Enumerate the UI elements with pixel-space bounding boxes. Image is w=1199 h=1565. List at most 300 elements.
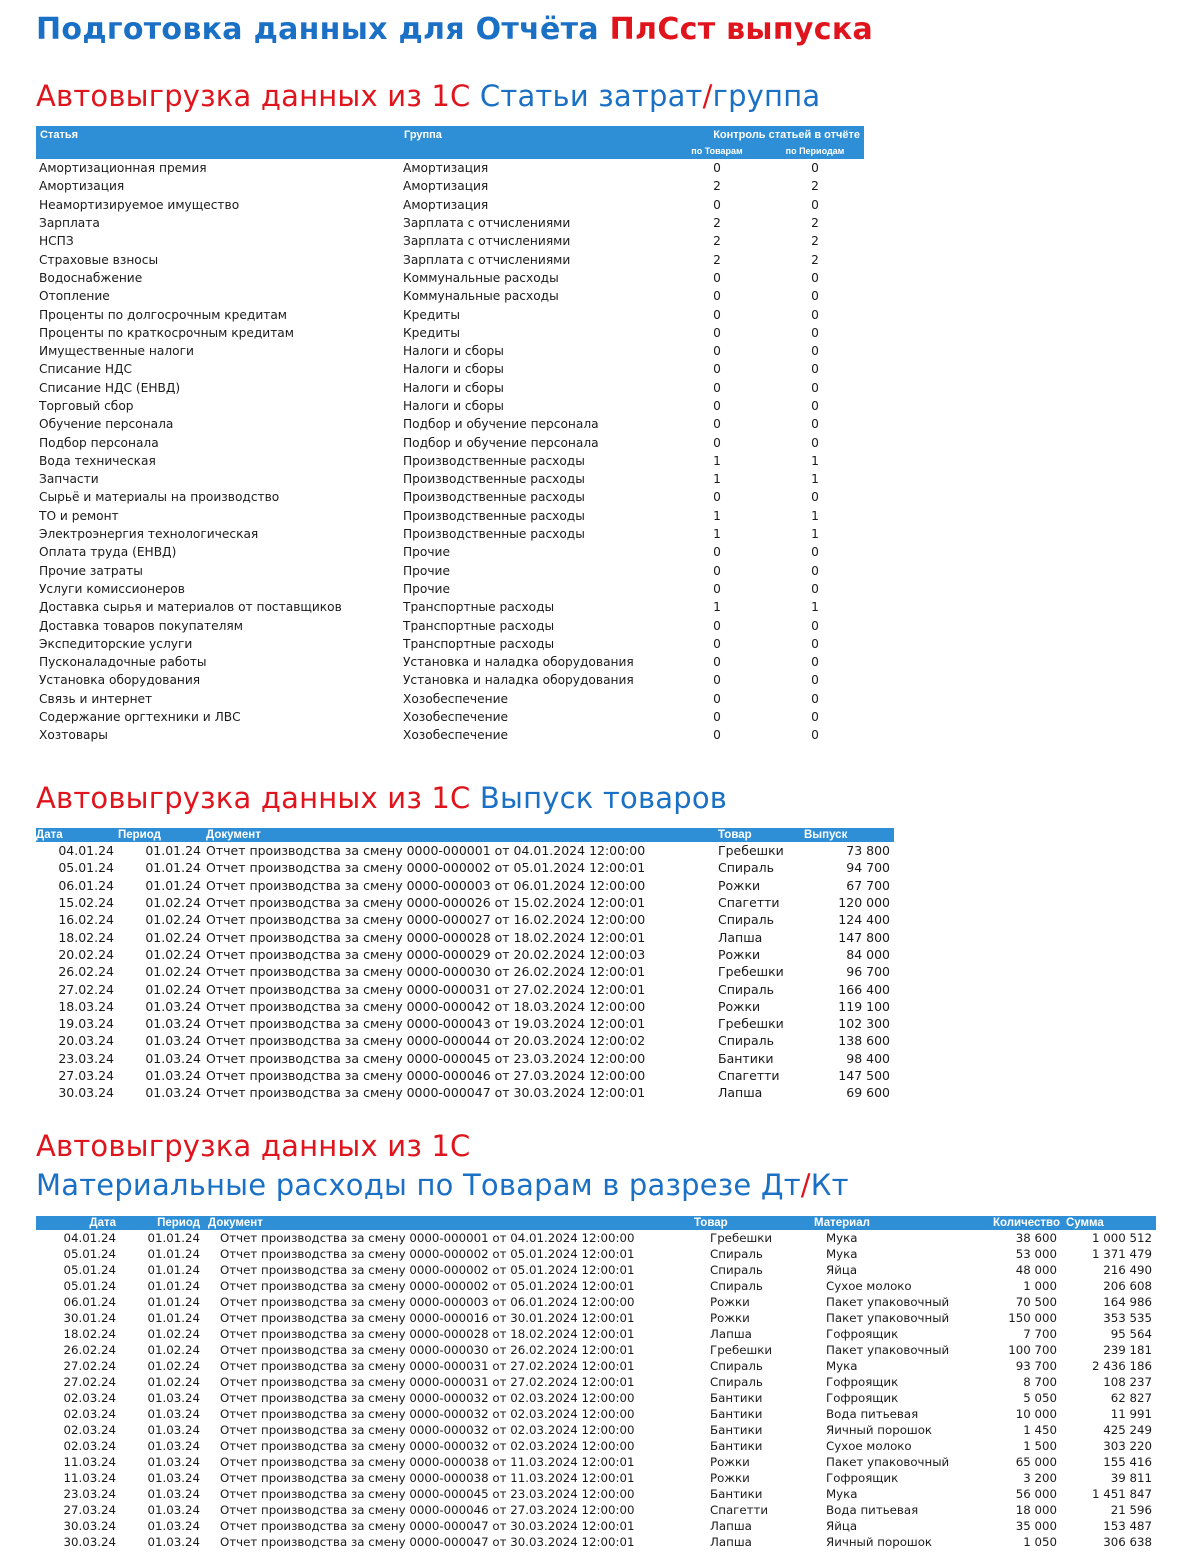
cell-by-goods: 1 bbox=[713, 527, 721, 542]
cell-period: 01.01.24 bbox=[147, 1279, 200, 1293]
table-row bbox=[36, 470, 864, 488]
cell-material: Яичный порошок bbox=[826, 1535, 933, 1549]
cell-by-goods: 2 bbox=[713, 179, 721, 194]
cell-group: Производственные расходы bbox=[403, 453, 585, 468]
table-row bbox=[36, 963, 894, 980]
cell-period: 01.02.24 bbox=[145, 912, 201, 928]
cell-output: 67 700 bbox=[846, 877, 890, 893]
cell-date: 04.01.24 bbox=[63, 1231, 116, 1245]
column-header-goods: Товар bbox=[690, 1216, 806, 1230]
cell-document: Отчет производства за смену 0000-000016 от 30.01.2024 12:00:01 bbox=[220, 1311, 635, 1325]
column-header-period: Период bbox=[118, 828, 204, 842]
cell-group: Производственные расходы bbox=[403, 472, 585, 487]
cell-goods: Гребешки bbox=[710, 1231, 773, 1245]
cell-article: Отопление bbox=[39, 289, 110, 304]
cell-sum: 206 608 bbox=[1103, 1279, 1152, 1293]
cell-date: 27.03.24 bbox=[58, 1068, 114, 1083]
cell-by-periods: 0 bbox=[811, 710, 819, 725]
cell-output: 138 600 bbox=[838, 1033, 890, 1049]
cell-article: НСПЗ bbox=[39, 234, 74, 249]
table-row bbox=[36, 269, 864, 287]
cell-period: 01.03.24 bbox=[147, 1519, 200, 1533]
column-header-material: Материал bbox=[806, 1216, 966, 1230]
table-row bbox=[36, 177, 864, 195]
cell-by-goods: 0 bbox=[713, 435, 721, 450]
cell-article: Доставка товаров покупателям bbox=[39, 618, 243, 633]
table-row bbox=[36, 342, 864, 360]
section2-title-source: Автовыгрузка данных из 1С bbox=[36, 781, 471, 815]
cell-group: Транспортные расходы bbox=[403, 600, 555, 615]
cell-material: Вода питьевая bbox=[826, 1407, 919, 1421]
cell-date: 30.03.24 bbox=[63, 1535, 116, 1549]
cell-by-goods: 0 bbox=[713, 197, 721, 212]
cell-group: Налоги и сборы bbox=[403, 362, 504, 377]
cell-output: 119 100 bbox=[838, 998, 890, 1014]
cell-period: 01.03.24 bbox=[145, 1016, 201, 1032]
cell-material: Яйца bbox=[826, 1519, 858, 1533]
cell-period: 01.01.24 bbox=[147, 1311, 200, 1325]
cell-article: Прочие затраты bbox=[39, 563, 143, 578]
cell-period: 01.02.24 bbox=[147, 1375, 200, 1389]
cell-article: Связь и интернет bbox=[39, 691, 153, 706]
section1-title-source: Автовыгрузка данных из 1С bbox=[36, 79, 471, 113]
cell-document: Отчет производства за смену 0000-000030 от 26.02.2024 12:00:01 bbox=[220, 1343, 635, 1357]
cell-by-periods: 0 bbox=[811, 289, 819, 304]
cell-output: 94 700 bbox=[846, 860, 890, 876]
cell-material: Сухое молоко bbox=[826, 1279, 912, 1293]
table-row bbox=[36, 1454, 1156, 1470]
cell-sum: 216 490 bbox=[1103, 1263, 1152, 1277]
cell-group: Хозобеспечение bbox=[403, 691, 509, 706]
cell-period: 01.02.24 bbox=[147, 1359, 200, 1373]
cell-article: Страховые взносы bbox=[39, 252, 159, 267]
table-row bbox=[36, 360, 864, 378]
cell-sum: 21 596 bbox=[1110, 1503, 1152, 1517]
cell-goods: Гребешки bbox=[718, 1016, 784, 1032]
cell-sum: 1 451 847 bbox=[1091, 1487, 1152, 1501]
cell-period: 01.01.24 bbox=[145, 843, 201, 859]
cell-material: Вода питьевая bbox=[826, 1503, 919, 1517]
table-row bbox=[36, 1084, 894, 1101]
cell-article: Списание НДС (ЕНВД) bbox=[39, 380, 181, 395]
table-row bbox=[36, 998, 894, 1015]
column-header-document: Документ bbox=[204, 1216, 690, 1230]
cell-date: 11.03.24 bbox=[63, 1471, 116, 1485]
cell-quantity: 5 050 bbox=[1023, 1391, 1057, 1405]
table-row bbox=[36, 287, 864, 305]
cell-goods: Гребешки bbox=[718, 843, 784, 859]
cell-document: Отчет производства за смену 0000-000003 от 06.01.2024 12:00:00 bbox=[220, 1295, 635, 1309]
cell-quantity: 56 000 bbox=[1015, 1487, 1057, 1501]
table-row bbox=[36, 894, 894, 911]
cell-date: 15.02.24 bbox=[58, 895, 114, 911]
cell-goods: Гребешки bbox=[718, 964, 784, 980]
cell-period: 01.02.24 bbox=[147, 1343, 200, 1357]
cell-group: Установка и наладка оборудования bbox=[403, 673, 634, 688]
cell-date: 30.03.24 bbox=[63, 1519, 116, 1533]
cell-document: Отчет производства за смену 0000-000028 от 18.02.2024 12:00:01 bbox=[206, 929, 646, 945]
cell-by-goods: 0 bbox=[713, 618, 721, 633]
table-subheader-row bbox=[36, 143, 864, 159]
cell-quantity: 48 000 bbox=[1015, 1263, 1057, 1277]
cell-date: 18.02.24 bbox=[58, 929, 114, 945]
cell-material: Мука bbox=[826, 1359, 858, 1373]
cell-by-goods: 2 bbox=[713, 234, 721, 249]
cell-period: 01.03.24 bbox=[147, 1535, 200, 1549]
cell-article: Амортизационная премия bbox=[39, 161, 207, 176]
cell-group: Амортизация bbox=[403, 179, 489, 194]
cell-group: Зарплата с отчислениями bbox=[403, 234, 571, 249]
cell-goods: Рожки bbox=[718, 946, 761, 962]
cell-document: Отчет производства за смену 0000-000038 от 11.03.2024 12:00:01 bbox=[220, 1455, 635, 1469]
section3-title bbox=[36, 1168, 849, 1202]
cell-date: 20.02.24 bbox=[58, 946, 114, 962]
cell-output: 102 300 bbox=[838, 1016, 890, 1032]
cell-article: Электроэнергия технологическая bbox=[39, 527, 259, 542]
cell-period: 01.01.24 bbox=[145, 877, 201, 893]
cell-period: 01.02.24 bbox=[145, 946, 201, 962]
cell-document: Отчет производства за смену 0000-000027 от 16.02.2024 12:00:00 bbox=[206, 912, 646, 928]
cell-article: Подбор персонала bbox=[39, 435, 159, 450]
table-row bbox=[36, 1534, 1156, 1550]
table-row bbox=[36, 1015, 894, 1032]
cell-document: Отчет производства за смену 0000-000001 от 04.01.2024 12:00:00 bbox=[220, 1231, 635, 1245]
cell-by-goods: 0 bbox=[713, 417, 721, 432]
cell-article: Обучение персонала bbox=[39, 417, 174, 432]
column-header-goods: Товар bbox=[712, 828, 804, 842]
cell-by-periods: 0 bbox=[811, 325, 819, 340]
cell-material: Гофроящик bbox=[826, 1471, 899, 1485]
cell-by-periods: 2 bbox=[811, 216, 819, 231]
table-row bbox=[36, 842, 894, 859]
table-row bbox=[36, 1422, 1156, 1438]
column-subheader-empty bbox=[400, 143, 668, 159]
cell-article: Установка оборудования bbox=[39, 673, 201, 688]
cell-period: 01.02.24 bbox=[145, 929, 201, 945]
cell-date: 02.03.24 bbox=[63, 1407, 116, 1421]
cell-material: Гофроящик bbox=[826, 1327, 899, 1341]
cell-quantity: 8 700 bbox=[1023, 1375, 1057, 1389]
cell-group: Прочие bbox=[403, 545, 450, 560]
cell-by-periods: 0 bbox=[811, 545, 819, 560]
cell-group: Кредиты bbox=[403, 307, 460, 322]
cell-date: 23.03.24 bbox=[63, 1487, 116, 1501]
cell-period: 01.01.24 bbox=[145, 860, 201, 876]
table-row bbox=[36, 196, 864, 214]
cell-date: 06.01.24 bbox=[63, 1295, 116, 1309]
cell-sum: 306 638 bbox=[1103, 1535, 1152, 1549]
cell-date: 26.02.24 bbox=[58, 964, 114, 980]
cell-by-periods: 0 bbox=[811, 728, 819, 743]
cell-period: 01.01.24 bbox=[147, 1263, 200, 1277]
cell-period: 01.03.24 bbox=[147, 1487, 200, 1501]
table-row bbox=[36, 1406, 1156, 1422]
table-row bbox=[36, 214, 864, 232]
cell-by-periods: 0 bbox=[811, 270, 819, 285]
cell-document: Отчет производства за смену 0000-000002 от 05.01.2024 12:00:01 bbox=[220, 1279, 635, 1293]
cell-by-periods: 0 bbox=[811, 161, 819, 176]
cell-sum: 425 249 bbox=[1103, 1423, 1152, 1437]
cost-articles-body bbox=[36, 159, 864, 745]
cell-sum: 62 827 bbox=[1110, 1391, 1152, 1405]
column-header-by-periods: по Периодам bbox=[766, 143, 864, 159]
table-row bbox=[36, 305, 864, 323]
cell-group: Амортизация bbox=[403, 197, 489, 212]
cell-group: Хозобеспечение bbox=[403, 710, 509, 725]
cell-document: Отчет производства за смену 0000-000047 от 30.03.2024 12:00:01 bbox=[220, 1519, 635, 1533]
cell-group: Транспортные расходы bbox=[403, 618, 555, 633]
cell-material: Пакет упаковочный bbox=[826, 1311, 950, 1325]
cell-goods: Спираль bbox=[718, 1033, 774, 1049]
cell-sum: 1 371 479 bbox=[1091, 1247, 1152, 1261]
table-row bbox=[36, 159, 864, 177]
section3-title-source-text: Автовыгрузка данных из 1С bbox=[36, 1129, 471, 1163]
cell-document: Отчет производства за смену 0000-000044 от 20.03.2024 12:00:02 bbox=[206, 1033, 646, 1049]
cell-quantity: 1 000 bbox=[1023, 1279, 1057, 1293]
cell-group: Кредиты bbox=[403, 325, 460, 340]
table-row bbox=[36, 1374, 1156, 1390]
cell-article: Списание НДС bbox=[39, 362, 133, 377]
cell-by-periods: 0 bbox=[811, 490, 819, 505]
cell-date: 16.02.24 bbox=[58, 912, 114, 928]
cell-date: 02.03.24 bbox=[63, 1423, 116, 1437]
cell-goods: Лапша bbox=[710, 1519, 752, 1533]
cell-goods: Рожки bbox=[710, 1311, 750, 1325]
cell-by-goods: 0 bbox=[713, 270, 721, 285]
cell-by-periods: 1 bbox=[811, 508, 819, 523]
cell-output: 73 800 bbox=[846, 843, 890, 859]
table-row bbox=[36, 1502, 1156, 1518]
cell-document: Отчет производства за смену 0000-000045 от 23.03.2024 12:00:00 bbox=[206, 1050, 646, 1066]
cell-date: 05.01.24 bbox=[58, 860, 114, 876]
cell-document: Отчет производства за смену 0000-000038 от 11.03.2024 12:00:01 bbox=[220, 1471, 635, 1485]
cell-period: 01.01.24 bbox=[147, 1231, 200, 1245]
table-row bbox=[36, 980, 894, 997]
cell-article: Имущественные налоги bbox=[39, 344, 194, 359]
cell-goods: Рожки bbox=[710, 1295, 750, 1309]
cell-by-periods: 0 bbox=[811, 673, 819, 688]
table-row bbox=[36, 397, 864, 415]
table-row bbox=[36, 580, 864, 598]
cell-group: Коммунальные расходы bbox=[403, 270, 559, 285]
table-row bbox=[36, 1358, 1156, 1374]
cell-group: Производственные расходы bbox=[403, 508, 585, 523]
cell-goods: Спагетти bbox=[718, 895, 780, 911]
cell-article: Сырьё и материалы на производство bbox=[39, 490, 280, 505]
cell-article: Торговый сбор bbox=[39, 399, 134, 413]
cell-document: Отчет производства за смену 0000-000002 от 05.01.2024 12:00:01 bbox=[220, 1247, 635, 1261]
cell-period: 01.03.24 bbox=[145, 1068, 201, 1083]
cell-date: 11.03.24 bbox=[63, 1455, 116, 1469]
cell-goods: Бантики bbox=[710, 1391, 763, 1405]
cell-sum: 164 986 bbox=[1103, 1295, 1152, 1309]
table-row bbox=[36, 1326, 1156, 1342]
cell-goods: Спагетти bbox=[710, 1503, 769, 1517]
cell-group: Хозобеспечение bbox=[403, 728, 509, 743]
cell-group: Зарплата с отчислениями bbox=[403, 252, 571, 267]
cell-by-goods: 1 bbox=[713, 472, 721, 487]
cell-date: 06.01.24 bbox=[58, 877, 114, 893]
table-row bbox=[36, 1310, 1156, 1326]
cell-period: 01.03.24 bbox=[147, 1391, 200, 1405]
cell-quantity: 3 200 bbox=[1023, 1471, 1057, 1485]
cell-by-periods: 1 bbox=[811, 527, 819, 542]
table-row bbox=[36, 690, 864, 708]
table-row bbox=[36, 1294, 1156, 1310]
cell-output: 69 600 bbox=[846, 1085, 890, 1101]
cell-quantity: 93 700 bbox=[1015, 1359, 1057, 1373]
cell-period: 01.03.24 bbox=[145, 1050, 201, 1066]
table-row bbox=[36, 433, 864, 451]
cell-article: Проценты по долгосрочным кредитам bbox=[39, 307, 288, 322]
cell-period: 01.03.24 bbox=[147, 1407, 200, 1421]
column-subheader-empty bbox=[36, 143, 400, 159]
cell-period: 01.01.24 bbox=[147, 1295, 200, 1309]
cell-by-periods: 0 bbox=[811, 563, 819, 578]
material-costs-body bbox=[36, 1230, 1156, 1550]
cell-by-periods: 0 bbox=[811, 435, 819, 450]
cell-date: 05.01.24 bbox=[63, 1279, 116, 1293]
cell-document: Отчет производства за смену 0000-000045 от 23.03.2024 12:00:00 bbox=[220, 1487, 635, 1501]
cell-sum: 239 181 bbox=[1103, 1343, 1152, 1357]
table-row bbox=[36, 877, 894, 894]
cell-group: Производственные расходы bbox=[403, 527, 585, 542]
cell-sum: 95 564 bbox=[1110, 1327, 1152, 1341]
table-row bbox=[36, 653, 864, 671]
cell-date: 04.01.24 bbox=[58, 843, 114, 859]
table-row bbox=[36, 1518, 1156, 1534]
cell-date: 02.03.24 bbox=[63, 1391, 116, 1405]
section2-title-subject: Выпуск товаров bbox=[479, 781, 728, 815]
page-title bbox=[36, 12, 873, 47]
cell-by-goods: 0 bbox=[713, 490, 721, 505]
cell-date: 05.01.24 bbox=[63, 1263, 116, 1277]
cell-date: 27.03.24 bbox=[63, 1503, 116, 1517]
cell-period: 01.02.24 bbox=[145, 895, 201, 911]
cell-quantity: 35 000 bbox=[1015, 1519, 1057, 1533]
cell-document: Отчет производства за смену 0000-000031 от 27.02.2024 12:00:01 bbox=[220, 1359, 635, 1373]
table-row bbox=[36, 1278, 1156, 1294]
cell-group: Коммунальные расходы bbox=[403, 289, 559, 304]
cell-date: 27.02.24 bbox=[63, 1359, 116, 1373]
cell-quantity: 18 000 bbox=[1015, 1503, 1057, 1517]
cell-by-periods: 0 bbox=[811, 618, 819, 633]
cell-period: 01.03.24 bbox=[145, 1085, 201, 1101]
cell-goods: Рожки bbox=[718, 998, 761, 1014]
cell-document: Отчет производства за смену 0000-000026 от 15.02.2024 12:00:01 bbox=[206, 895, 646, 911]
cell-group: Прочие bbox=[403, 563, 450, 578]
cell-goods: Лапша bbox=[718, 1085, 763, 1101]
cell-article: Неамортизируемое имущество bbox=[39, 197, 240, 212]
table-row bbox=[36, 1032, 894, 1049]
cell-goods: Лапша bbox=[710, 1535, 752, 1549]
cell-output: 124 400 bbox=[838, 912, 890, 928]
cell-quantity: 65 000 bbox=[1015, 1455, 1057, 1469]
cell-document: Отчет производства за смену 0000-000031 от 27.02.2024 12:00:01 bbox=[220, 1375, 635, 1389]
cell-article: Проценты по краткосрочным кредитам bbox=[39, 325, 294, 340]
cell-by-goods: 0 bbox=[713, 710, 721, 725]
cell-document: Отчет производства за смену 0000-000031 от 27.02.2024 12:00:01 bbox=[206, 981, 646, 997]
table-row bbox=[36, 1486, 1156, 1502]
cell-document: Отчет производства за смену 0000-000046 от 27.03.2024 12:00:00 bbox=[220, 1503, 635, 1517]
cell-period: 01.03.24 bbox=[147, 1423, 200, 1437]
cell-by-goods: 0 bbox=[713, 380, 721, 395]
table-row bbox=[36, 379, 864, 397]
cell-goods: Спагетти bbox=[718, 1068, 780, 1083]
cell-group: Подбор и обучение персонала bbox=[403, 435, 599, 450]
cell-goods: Лапша bbox=[710, 1327, 752, 1341]
cell-sum: 303 220 bbox=[1103, 1439, 1152, 1453]
cell-group: Налоги и сборы bbox=[403, 399, 504, 413]
cell-quantity: 150 000 bbox=[1008, 1311, 1057, 1325]
table-row bbox=[36, 562, 864, 580]
table-row bbox=[36, 250, 864, 268]
table-row bbox=[36, 1246, 1156, 1262]
table-row bbox=[36, 507, 864, 525]
output-body bbox=[36, 842, 894, 1101]
cell-document: Отчет производства за смену 0000-000032 от 02.03.2024 12:00:00 bbox=[220, 1407, 635, 1421]
cell-sum: 2 436 186 bbox=[1091, 1359, 1152, 1373]
table-row bbox=[36, 1470, 1156, 1486]
cell-document: Отчет производства за смену 0000-000029 от 20.02.2024 12:00:03 bbox=[206, 946, 646, 962]
cell-date: 27.02.24 bbox=[63, 1375, 116, 1389]
cell-date: 19.03.24 bbox=[58, 1016, 114, 1032]
cell-material: Сухое молоко bbox=[826, 1439, 912, 1453]
cell-goods: Бантики bbox=[710, 1407, 763, 1421]
table-row bbox=[36, 635, 864, 653]
cell-goods: Спираль bbox=[710, 1375, 763, 1389]
cell-group: Амортизация bbox=[403, 161, 489, 176]
cell-document: Отчет производства за смену 0000-000030 от 26.02.2024 12:00:01 bbox=[206, 964, 646, 980]
table-row bbox=[36, 525, 864, 543]
column-header-period: Период bbox=[120, 1216, 204, 1230]
section1-title bbox=[36, 79, 820, 113]
column-header-group: Группа bbox=[400, 126, 668, 143]
cell-article: Услуги комиссионеров bbox=[39, 581, 185, 596]
cell-article: Пусконаладочные работы bbox=[39, 655, 207, 670]
cell-quantity: 1 500 bbox=[1023, 1439, 1057, 1453]
cell-period: 01.02.24 bbox=[145, 981, 201, 997]
cell-by-goods: 0 bbox=[713, 673, 721, 688]
section1-title-subject-b: группа bbox=[712, 79, 821, 113]
cell-goods: Спираль bbox=[718, 860, 774, 876]
cell-by-periods: 0 bbox=[811, 362, 819, 377]
cell-sum: 39 811 bbox=[1110, 1471, 1152, 1485]
cell-group: Прочие bbox=[403, 581, 450, 596]
table-row bbox=[36, 946, 894, 963]
cell-article: Оплата труда (ЕНВД) bbox=[39, 545, 177, 560]
cell-article: Вода техническая bbox=[39, 453, 156, 468]
material-costs-table bbox=[36, 1216, 1156, 1550]
cell-by-periods: 0 bbox=[811, 691, 819, 706]
cell-date: 26.02.24 bbox=[63, 1343, 116, 1357]
cell-document: Отчет производства за смену 0000-000001 от 04.01.2024 12:00:00 bbox=[206, 843, 646, 859]
cell-by-periods: 0 bbox=[811, 417, 819, 432]
cell-quantity: 70 500 bbox=[1015, 1295, 1057, 1309]
cell-article: Водоснабжение bbox=[39, 270, 143, 285]
table-row bbox=[36, 1262, 1156, 1278]
table-row bbox=[36, 1438, 1156, 1454]
cell-material: Пакет упаковочный bbox=[826, 1295, 950, 1309]
cell-by-periods: 0 bbox=[811, 655, 819, 670]
cell-group: Установка и наладка оборудования bbox=[403, 655, 634, 670]
cell-by-goods: 0 bbox=[713, 581, 721, 596]
cell-document: Отчет производства за смену 0000-000003 от 06.01.2024 12:00:00 bbox=[206, 877, 646, 893]
column-header-by-goods: по Товарам bbox=[668, 143, 766, 159]
cell-by-goods: 1 bbox=[713, 508, 721, 523]
table-row bbox=[36, 488, 864, 506]
cell-period: 01.03.24 bbox=[145, 998, 201, 1014]
